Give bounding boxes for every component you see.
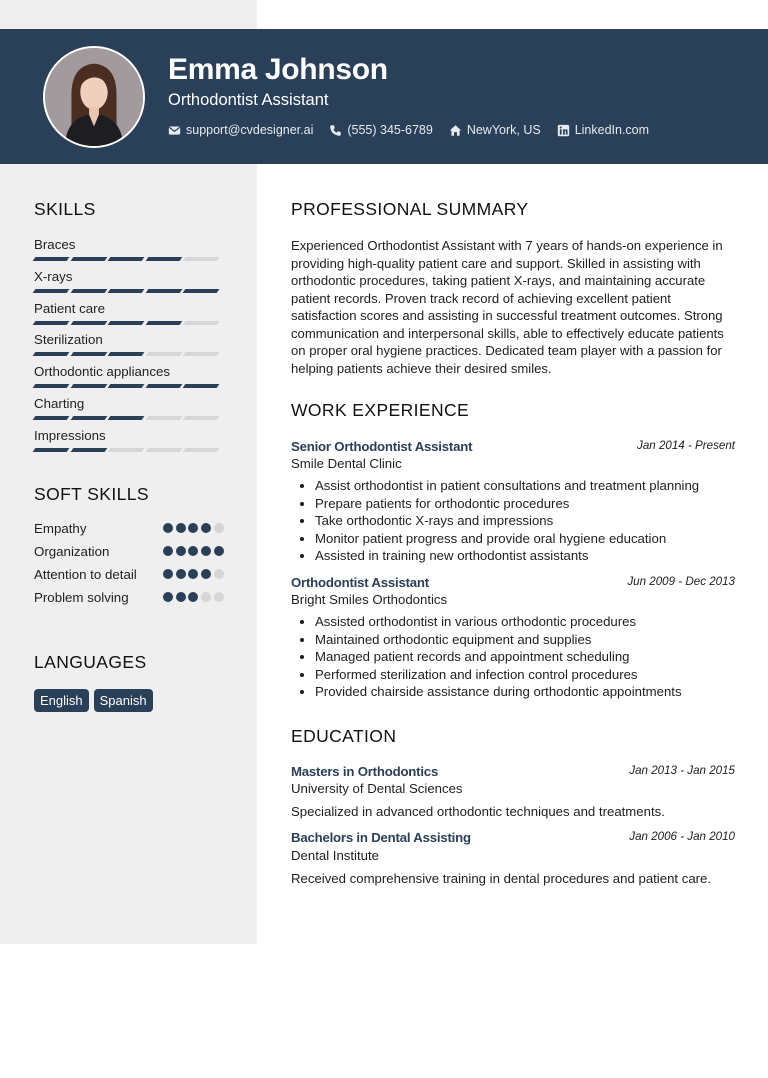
level-segment-filled <box>33 352 70 356</box>
level-segment-filled <box>33 289 70 293</box>
job-company: Bright Smiles Orthodontics <box>291 592 448 607</box>
rating-dot-filled <box>163 523 173 533</box>
level-segment-filled <box>145 321 182 325</box>
education-description: Received comprehensive training in dental procedures and patient care. <box>291 871 712 886</box>
skills-list <box>34 237 224 460</box>
rating-dot-filled <box>188 546 198 556</box>
soft-skill-name: Attention to detail <box>34 567 137 582</box>
rating-dot-filled <box>188 523 198 533</box>
skill-name: Patient care <box>34 300 105 316</box>
candidate-title: Orthodontist Assistant <box>168 91 329 109</box>
skill-name: Orthodontic appliances <box>34 364 171 380</box>
skill-level-bar <box>34 416 224 420</box>
school-name: Dental Institute <box>291 848 379 863</box>
degree-name: Masters in Orthodontics <box>291 764 439 779</box>
soft-skill-name: Problem solving <box>34 590 129 605</box>
skill-item <box>34 332 224 364</box>
skills-heading: SKILLS <box>34 199 96 219</box>
soft-skills-heading: SOFT SKILLS <box>34 484 149 504</box>
languages-heading: LANGUAGES <box>34 652 147 672</box>
language-tag: Spanish <box>94 689 153 712</box>
level-segment-empty <box>183 321 220 325</box>
soft-skills-list <box>34 520 224 612</box>
level-segment-empty <box>183 448 220 452</box>
summary-text: Experienced Orthodontist Assistant with 7 years of hands-on experience in providing high-quality patient care and support. Skilled in assisting with orthodontic procedures, taking patient X-rays, and maintaining accurate patient records. Proven track record of achieving excellent patient satisfaction scores and assisting in successful treatment outcomes. Strong communication and interpersonal skills, able to effectively educate patients on proper oral hygiene practices. Dedicated team player with a passion for helping patients achieve their desired smiles. <box>291 238 724 376</box>
job-bullet: • Managed patient records and appointment scheduling <box>315 648 735 666</box>
rating-dot-filled <box>176 546 186 556</box>
soft-skill-item <box>34 566 224 583</box>
level-segment-filled <box>70 352 107 356</box>
skill-level-bar <box>34 257 224 261</box>
contact-location <box>449 123 541 137</box>
rating-dot-filled <box>163 546 173 556</box>
soft-skill-rating <box>160 543 224 556</box>
level-segment-empty <box>183 416 220 420</box>
level-segment-filled <box>70 416 107 420</box>
level-segment-filled <box>108 384 145 388</box>
level-segment-filled <box>183 384 220 388</box>
linkedin-icon <box>557 124 570 137</box>
level-segment-empty <box>183 352 220 356</box>
rating-dot-filled <box>188 569 198 579</box>
skill-item <box>34 301 224 333</box>
job-header <box>291 439 735 454</box>
job-bullet: • Monitor patient progress and provide oral hygiene education <box>315 530 735 548</box>
level-segment-filled <box>108 352 145 356</box>
level-segment-filled <box>70 257 107 261</box>
soft-skill-item <box>34 589 224 606</box>
soft-skill-item <box>34 520 224 537</box>
job-bullets <box>315 477 735 565</box>
job-bullet: • Maintained orthodontic equipment and supplies <box>315 631 735 649</box>
contact-phone[interactable] <box>329 123 432 137</box>
level-segment-filled <box>108 289 145 293</box>
education-header <box>291 764 735 779</box>
education-heading: EDUCATION <box>291 726 397 746</box>
experience-heading: WORK EXPERIENCE <box>291 400 470 420</box>
phone-icon <box>329 124 342 137</box>
level-segment-filled <box>145 289 182 293</box>
summary-heading: PROFESSIONAL SUMMARY <box>291 199 529 219</box>
skill-level-bar <box>34 321 224 325</box>
rating-dot-filled <box>163 569 173 579</box>
level-segment-empty <box>183 257 220 261</box>
skill-name: Braces <box>34 237 76 252</box>
job-role: Senior Orthodontist Assistant <box>291 439 473 454</box>
level-segment-filled <box>33 448 70 452</box>
level-segment-filled <box>70 321 107 325</box>
skill-name: Impressions <box>34 427 106 443</box>
skill-name: Charting <box>34 395 85 411</box>
level-segment-filled <box>33 257 70 261</box>
contact-email[interactable] <box>168 123 313 137</box>
skill-item <box>34 428 224 460</box>
job-bullet: • Assist orthodontist in patient consultations and treatment planning <box>315 477 735 495</box>
contact-bar <box>168 123 665 137</box>
soft-skill-rating <box>160 566 224 579</box>
language-tag: English <box>34 689 89 712</box>
skill-item <box>34 396 224 428</box>
job-header <box>291 575 735 590</box>
rating-dot-empty <box>201 592 211 602</box>
candidate-name: Emma Johnson <box>168 53 388 86</box>
contact-email-text: support@cvdesigner.ai <box>186 123 314 137</box>
school-name: University of Dental Sciences <box>291 781 463 796</box>
contact-location-text: NewYork, US <box>466 123 541 137</box>
job-company: Smile Dental Clinic <box>291 456 402 471</box>
level-segment-filled <box>70 289 107 293</box>
job-role: Orthodontist Assistant <box>291 575 429 590</box>
level-segment-filled <box>70 448 107 452</box>
rating-dot-filled <box>201 569 211 579</box>
level-segment-filled <box>70 384 107 388</box>
level-segment-empty <box>108 448 145 452</box>
education-description: Specialized in advanced orthodontic techniques and treatments. <box>291 804 665 819</box>
rating-dot-filled <box>201 523 211 533</box>
degree-name: Bachelors in Dental Assisting <box>291 830 471 845</box>
education-date: Jan 2013 - Jan 2015 <box>629 764 735 777</box>
soft-skill-name: Empathy <box>34 521 87 536</box>
level-segment-filled <box>145 384 182 388</box>
contact-phone-text: (555) 345-6789 <box>347 123 433 137</box>
rating-dot-filled <box>201 546 211 556</box>
skill-level-bar <box>34 448 224 452</box>
skill-level-bar <box>34 352 224 356</box>
job-bullets <box>315 613 735 701</box>
rating-dot-empty <box>214 592 224 602</box>
level-segment-empty <box>145 448 182 452</box>
job-bullet: • Performed sterilization and infection control procedures <box>315 666 735 684</box>
envelope-icon <box>168 124 181 137</box>
profile-photo <box>43 46 145 148</box>
contact-linkedin-text: LinkedIn.com <box>574 123 650 137</box>
rating-dot-filled <box>176 569 186 579</box>
skill-item <box>34 237 224 269</box>
level-segment-filled <box>108 321 145 325</box>
job-date: Jun 2009 - Dec 2013 <box>627 575 735 588</box>
rating-dot-empty <box>214 569 224 579</box>
skill-level-bar <box>34 384 224 388</box>
rating-dot-filled <box>214 546 224 556</box>
skill-item <box>34 269 224 301</box>
skill-name: X-rays <box>34 268 73 284</box>
job-bullet: • Prepare patients for orthodontic procedures <box>315 495 735 513</box>
resume-header <box>0 29 768 164</box>
level-segment-filled <box>108 416 145 420</box>
skill-level-bar <box>34 289 224 293</box>
level-segment-empty <box>145 352 182 356</box>
skill-item <box>34 364 224 396</box>
rating-dot-filled <box>176 523 186 533</box>
soft-skill-name: Organization <box>34 544 110 559</box>
job-bullet: • Assisted in training new orthodontist assistants <box>315 547 735 565</box>
job-bullet: • Provided chairside assistance during orthodontic appointments <box>315 683 735 701</box>
level-segment-empty <box>145 416 182 420</box>
level-segment-filled <box>108 257 145 261</box>
rating-dot-filled <box>176 592 186 602</box>
languages-list <box>34 689 158 712</box>
level-segment-filled <box>33 384 70 388</box>
contact-linkedin[interactable] <box>557 123 649 137</box>
education-date: Jan 2006 - Jan 2010 <box>629 830 735 843</box>
job-bullet: • Assisted orthodontist in various orthodontic procedures <box>315 613 735 631</box>
soft-skill-rating <box>160 589 224 602</box>
rating-dot-filled <box>163 592 173 602</box>
level-segment-filled <box>33 416 70 420</box>
job-bullet: • Take orthodontic X-rays and impressions <box>315 512 735 530</box>
skill-name: Sterilization <box>34 332 103 348</box>
rating-dot-filled <box>188 592 198 602</box>
education-header <box>291 830 735 845</box>
rating-dot-empty <box>214 523 224 533</box>
job-date: Jan 2014 - Present <box>637 439 735 452</box>
level-segment-filled <box>33 321 70 325</box>
home-icon <box>449 124 462 137</box>
level-segment-filled <box>145 257 182 261</box>
level-segment-filled <box>183 289 220 293</box>
soft-skill-item <box>34 543 224 560</box>
soft-skill-rating <box>160 520 224 533</box>
